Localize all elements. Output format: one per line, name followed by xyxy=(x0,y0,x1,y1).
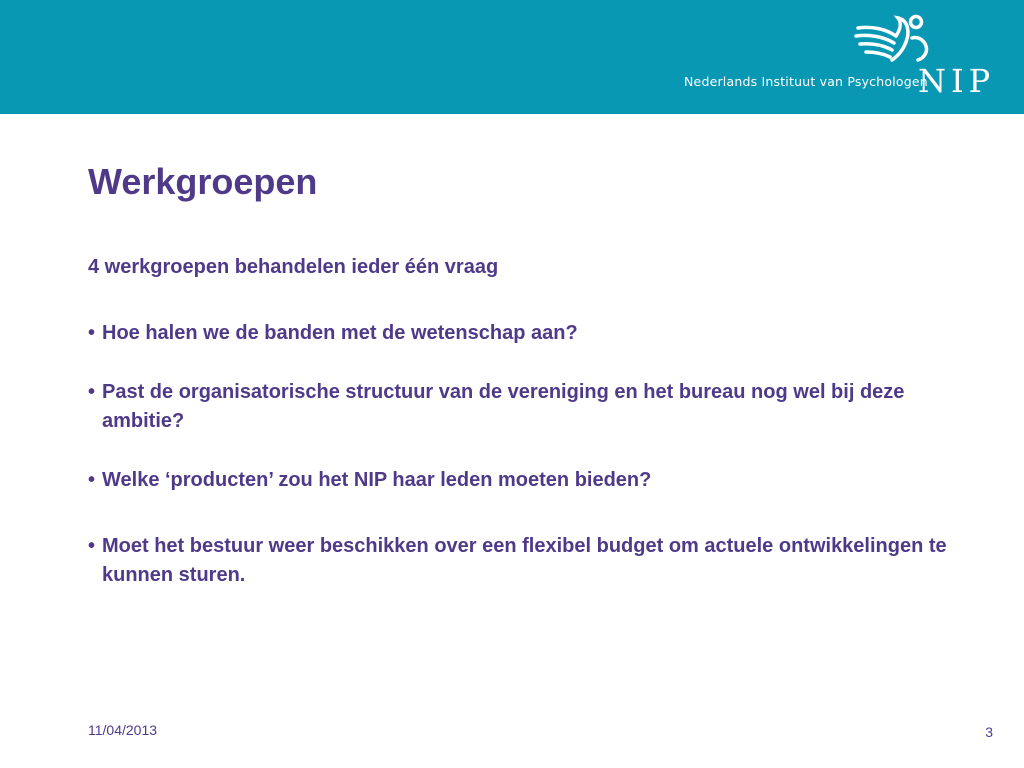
header-band xyxy=(0,0,1024,114)
page-number: 3 xyxy=(985,724,993,740)
bullet-item xyxy=(88,378,948,436)
organization-abbreviation: NIP xyxy=(918,62,996,100)
organization-name: Nederlands Instituut van Psychologen xyxy=(684,74,928,89)
bullet-symbol: • xyxy=(88,322,96,344)
bullet-text: Moet het bestuur weer beschikken over een flexibel budget om actuele ontwikkelingen te kunnen sturen. xyxy=(102,535,947,586)
bullet-item xyxy=(88,466,948,495)
bullet-item xyxy=(88,319,948,348)
bullet-symbol: • xyxy=(88,535,96,557)
footer-date: 11/04/2013 xyxy=(88,722,158,738)
slide-subtitle: 4 werkgroepen behandelen ieder één vraag xyxy=(88,256,499,278)
bullet-text: Welke ‘producten’ zou het NIP haar leden moeten bieden? xyxy=(102,469,652,491)
bullet-symbol: • xyxy=(88,469,96,491)
slide-title: Werkgroepen xyxy=(88,161,318,202)
bullet-symbol: • xyxy=(88,381,96,403)
bullet-text: Past de organisatorische structuur van de vereniging en het bureau nog wel bij deze ambitie? xyxy=(102,381,905,432)
bullet-text: Hoe halen we de banden met de wetenschap aan? xyxy=(102,322,578,344)
bullet-item xyxy=(88,532,948,590)
